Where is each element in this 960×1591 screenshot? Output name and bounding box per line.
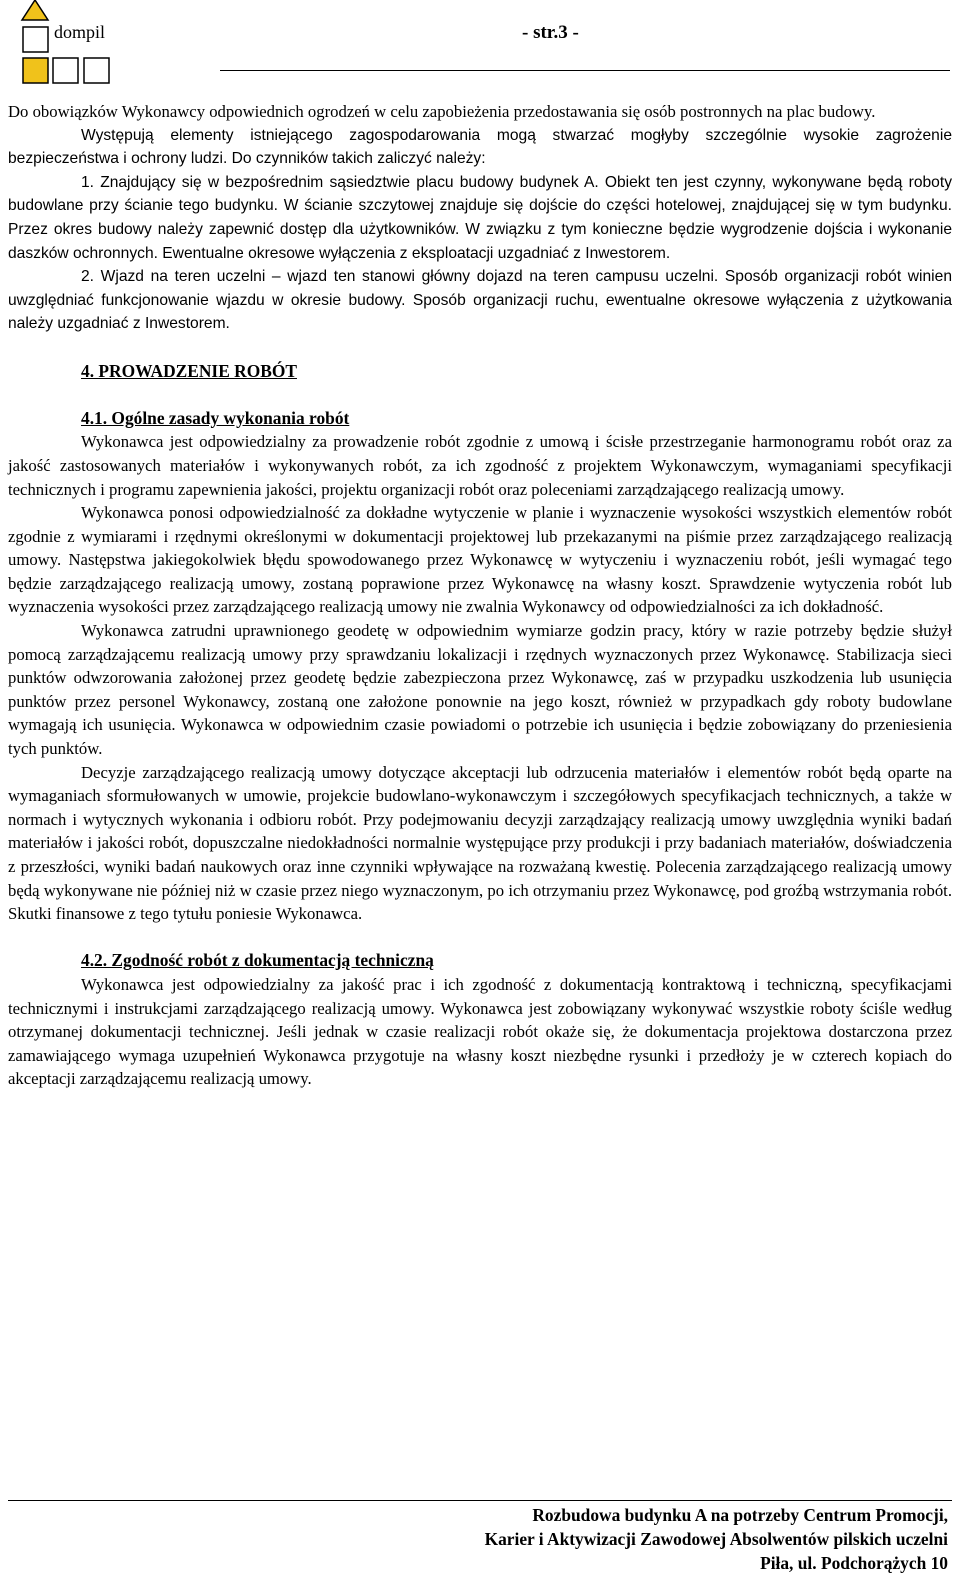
footer-divider <box>8 1500 952 1501</box>
paragraph: Wykonawca jest odpowiedzialny za jakość prac i ich zgodność z dokumentacją kontraktową i techniczną, specyfikacjami technicznymi i instrukcjami zarządzającego realizacją umowy. Wykonawca jest zobowiązany wykonywać wszystkie roboty ściśle według otrzymanej dokumentacji technicznej. Jeśli jednak w czasie realizacji robót okaże się, że dokumentacja projektowa dostarczona przez zamawiającego wymaga uzupełnień Wykonawca przygotuje na własny koszt niezbędne rysunki i przedłoży je w czterech kopiach do akceptacji zarządzającemu realizacją umowy. <box>8 974 952 1089</box>
footer-line: Rozbudowa budynku A na potrzeby Centrum Promocji, <box>532 1505 948 1525</box>
subsection-heading: 4.1. Ogólne zasady wykonania robót <box>81 407 350 428</box>
subsection-heading: 4.2. Zgodność robót z dokumentacją techniczną <box>81 950 434 971</box>
header-divider <box>220 70 950 71</box>
paragraph: Wykonawca ponosi odpowiedzialność za dokładne wytyczenie w planie i wyznaczenie wysokości wszystkich elementów robót zgodnie z wymiarami i rzędnymi określonymi w dokumentacji projektowej lub przekazanymi na piśmie przez zarządzającego realizacją umowy. Następstwa jakiegokolwiek błędu spowodowanego przez Wykonawcę w wytyczeniu i wyznaczeniu robót, jeśli wymagać tego będzie zarządzającego realizacją umowy, zostaną poprawione przez Wykonawcę na własny koszt. Sprawdzenie wytyczenia robót lub wyznaczenia wysokości przez zarządzającego realizacją umowy nie zwalnia Wykonawcy od odpowiedzialności za ich dokładność. <box>8 503 952 617</box>
paragraph: Decyzje zarządzającego realizacją umowy dotyczące akceptacji lub odrzucenia materiałów i elementów robót będą oparte na wymaganiach sformułowanych w umowie, projekcie budowlano-wykonawczym i szczegółowych specyfikacjach technicznych, a także w normach i wytycznych wykonania i odbioru robót. Przy podejmowaniu decyzji zarządzający realizacją umowy uwzględnia wyniki badań materiałów i jakości robót, dopuszczalne niedokładności normalnie występujące przy produkcji i przy badaniach materiałów, doświadczenia z przeszłości, wyniki badań naukowych oraz inne czynniki wpływające na rozważaną kwestię. Polecenia zarządzającego realizacją umowy będą wykonywane nie później niż w czasie przez niego wyznaczonym, po ich otrzymaniu przez Wykonawcę, pod groźbą wstrzymania robót. Skutki finansowe z tego tytułu poniesie Wykonawca. <box>8 762 952 924</box>
company-logo <box>18 0 118 86</box>
paragraph: Wykonawca jest odpowiedzialny za prowadzenie robót zgodnie z umową i ścisłe przestrzeganie harmonogramu robót oraz za jakość zastosowanych materiałów i wykonywanych robót, za ich zgodność z projektem Wykonawczym, wymaganiami specyfikacji technicznych i programu zapewnienia jakości, projektu organizacji robót oraz poleceniami zarządzającego realizacją umowy. <box>8 432 952 499</box>
document-body <box>8 100 952 1091</box>
paragraph: Do obowiązków Wykonawcy odpowiednich ogrodzeń w celu zapobieżenia przedostawania się osób postronnych na plac budowy. <box>8 102 876 121</box>
footer-line: Piła, ul. Podchorążych 10 <box>760 1553 948 1573</box>
paragraph: 2. Wjazd na teren uczelni – wjazd ten stanowi główny dojazd na teren campusu uczelni. Sposób organizacji robót winien uwzględniać funkcjonowanie wjazdu w okresie budowy. Sposób organizacji ruchu, ewentualne okresowe wyłączenia z użytkowania należy uzgadniać z Inwestorem. <box>8 268 952 333</box>
paragraph: Wykonawca zatrudni uprawnionego geodetę w odpowiednim wymiarze godzin pracy, który w razie potrzeby będzie służył pomocą zarządzającemu realizacją umowy przy sprawdzaniu lokalizacji i rzędnych wyznaczonych przez Wykonawcę. Stabilizacja sieci punktów odwzorowania założonej przez geodetę będzie zabezpieczona przez Wykonawcę, zaś w przypadku uszkodzenia lub usunięcia punktów przez personel Wykonawcy, zostaną one założone ponownie na jego koszt, również w przypadkach gdy roboty budowlane wymagają ich usunięcia. Wykonawca w odpowiednim czasie powiadomi o potrzebie ich usunięcia i będzie zobowiązany do przeniesienia tych punktów. <box>8 621 952 759</box>
page-number: - str.3 - <box>522 22 579 43</box>
brand-name: dompil <box>54 22 106 42</box>
spacer <box>8 926 952 950</box>
footer-line: Karier i Aktywizacji Zawodowej Absolwentów pilskich uczelni <box>484 1529 948 1549</box>
paragraph: 1. Znajdujący się w bezpośrednim sąsiedztwie placu budowy budynek A. Obiekt ten jest czynny, wykonywane będą roboty budowlane przy ścianie tego budynku. W ścianie szczytowej znajduje się dojście do części hotelowej, znajdującej się w tym budynku. Przez okres budowy należy zapewnić dostęp dla użytkowników. W związku z tym konieczne będzie wygrodzenie dojścia i wykonanie daszków ochronnych. Ewentualne okresowe wyłączenia z eksploatacji uzgadniać z Inwestorem. <box>8 173 952 262</box>
spacer <box>8 383 952 407</box>
paragraph: Występują elementy istniejącego zagospodarowania mogą stwarzać mogłyby szczególnie wysokie zagrożenie bezpieczeństwa i ochrony ludzi. Do czynników takich zaliczyć należy: <box>8 126 952 168</box>
spacer <box>8 336 952 360</box>
section-heading: 4. PROWADZENIE ROBÓT <box>81 360 297 381</box>
page-footer <box>485 1503 948 1575</box>
